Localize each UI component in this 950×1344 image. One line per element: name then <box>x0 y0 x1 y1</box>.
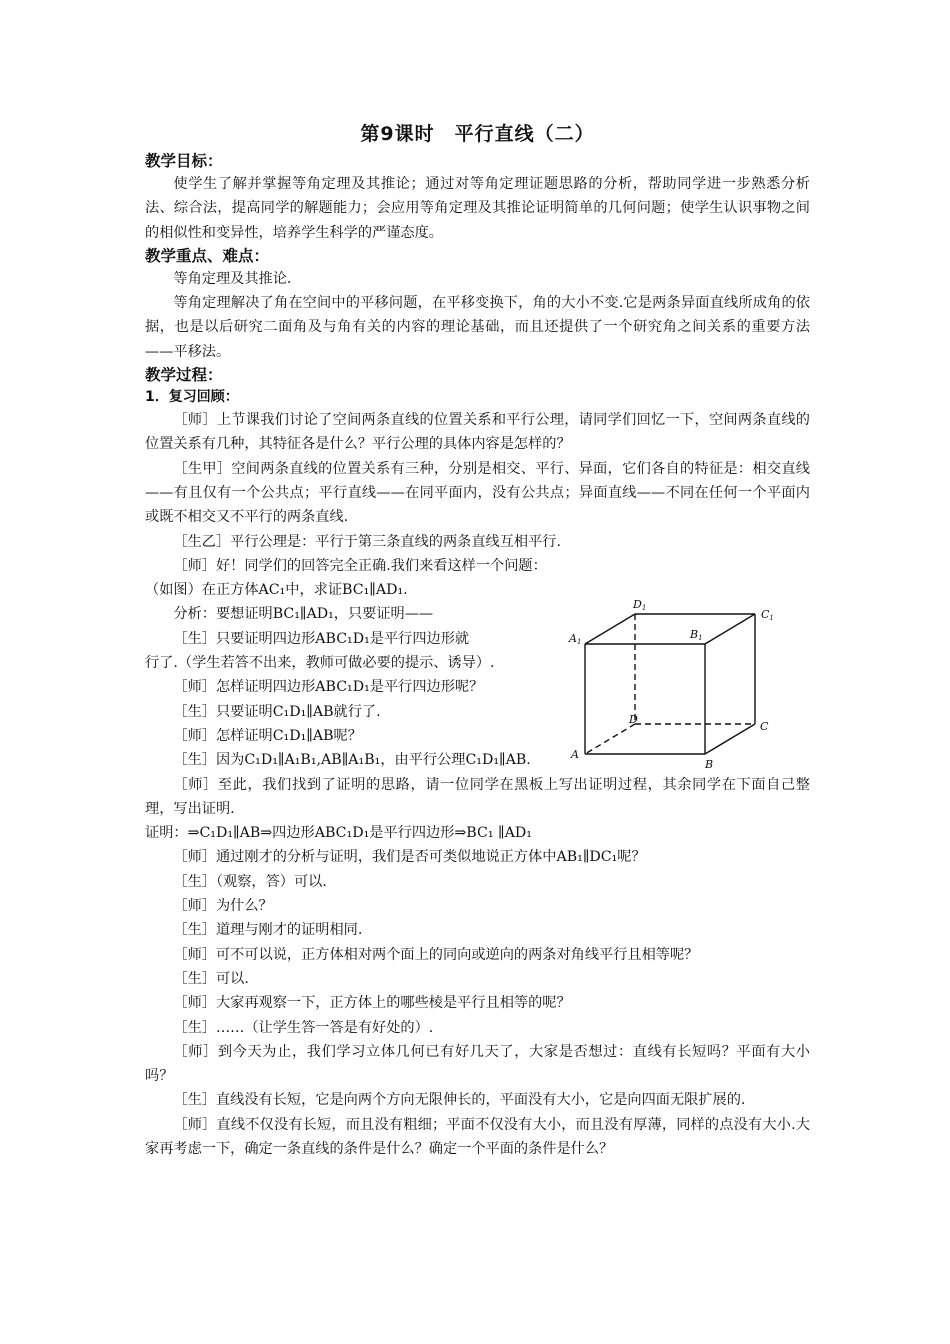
dialogue-line: ［师］可不可以说，正方体相对两个面上的同向或逆向的两条对角线平行且相等呢？ <box>173 946 699 963</box>
dialogue-paragraph: ［生］直线没有长短，它是向两个方向无限伸长的，平面没有大小，它是向四面无限扩展的. <box>173 1092 746 1109</box>
dialogue-paragraph: ［师］到今天为止，我们学习立体几何已有好几天了，大家是否想过：直线有长短吗？平面有大小吗？ <box>145 1043 810 1085</box>
analysis-line: 分析：要想证明BC₁∥AD₁，只要证明—— <box>173 606 434 623</box>
key-points-line: 等角定理及其推论. <box>173 270 292 287</box>
page-title: 第9课时 平行直线（二） <box>360 123 595 145</box>
dialogue-line: ［生乙］平行公理是：平行于第三条直线的两条直线互相平行. <box>173 533 561 550</box>
dialogue-line: ［生］可以. <box>173 970 249 987</box>
key-points-paragraph: 等角定理解决了角在空间中的平移问题，在平移变换下，角的大小不变.它是两条异面直线所成角的依据，也是以后研究二面角及与角有关的内容的理论基础，而且还提供了一个研究角之间关系的重要方法——平移法。 <box>145 295 810 360</box>
dialogue-line: ［师］怎样证明四边形ABC₁D₁是平行四边形呢？ <box>173 679 484 696</box>
dialogue-paragraph: ［师］至此，我们找到了证明的思路，请一位同学在黑板上写出证明过程，其余同学在下面自己整理，写出证明. <box>145 776 810 817</box>
edge-c-b <box>705 724 755 754</box>
dialogue-line: ［生］道理与刚才的证明相同. <box>173 922 363 939</box>
label-a: A <box>571 748 579 761</box>
edge-a1-d1 <box>585 614 635 644</box>
problem-statement: （如图）在正方体AC₁中，求证BC₁∥AD₁. <box>145 582 408 599</box>
goals-paragraph: 使学生了解并掌握等角定理及其推论；通过对等角定理证题思路的分析，帮助同学进一步熟悉分析法、综合法，提高同学的解题能力；会应用等角定理及其推论证明简单的几何问题；使学生认识事物之间的相似性和变异性，培养学生科学的严谨态度。 <box>145 176 810 241</box>
label-d: D <box>629 713 638 726</box>
dialogue-line: ［师］怎样证明C₁D₁∥AB呢？ <box>173 727 362 744</box>
dialogue-paragraph: ［师］直线不仅没有长短，而且没有粗细；平面不仅没有大小，而且没有厚薄，同样的点没有大小.大家再考虑一下，确定一条直线的条件是什么？确定一个平面的条件是什么？ <box>145 1116 810 1157</box>
hidden-edge-d-a <box>585 724 635 754</box>
key-points-heading: 教学重点、难点： <box>145 246 270 265</box>
dialogue-line: ［生］只要证明四边形ABC₁D₁是平行四边形就 <box>173 630 470 647</box>
label-b: B <box>705 758 714 771</box>
process-heading: 教学过程： <box>145 366 223 385</box>
label-a1: A1 <box>569 632 582 646</box>
dialogue-line: ［生］只要证明C₁D₁∥AB就行了. <box>173 703 381 720</box>
edge-c1-b1 <box>705 614 755 644</box>
goals-heading: 教学目标： <box>145 152 223 170</box>
dialogue-line: 行了.（学生若答不出来，教师可做必要的提示、诱导）. <box>145 655 495 672</box>
review-heading: 1．复习回顾： <box>145 389 239 406</box>
label-c: C <box>760 720 769 733</box>
dialogue-line: ［生］……（让学生答一答是有好处的）. <box>173 1019 434 1036</box>
dialogue-line: ［师］好！同学们的回答完全正确.我们来看这样一个问题： <box>173 557 547 574</box>
label-b1: B1 <box>690 628 703 642</box>
dialogue-line: ［师］为什么？ <box>173 898 273 915</box>
label-c1: C1 <box>761 608 774 622</box>
cube-figure <box>565 596 785 771</box>
proof-line: 证明：⇒C₁D₁∥AB⇒四边形ABC₁D₁是平行四边形⇒BC₁ ∥AD₁ <box>145 825 532 842</box>
dialogue-paragraph: ［师］上节课我们讨论了空间两条直线的位置关系和平行公理，请同学们回忆一下，空间两条直线的位置关系有几种，其特征各是什么？平行公理的具体内容是怎样的？ <box>145 412 810 453</box>
cube-diagram <box>565 596 785 771</box>
dialogue-paragraph: ［生甲］空间两条直线的位置关系有三种，分别是相交、平行、异面，它们各自的特征是：相交直线——有且仅有一个公共点；平行直线——在同平面内，没有公共点；异面直线——不同在任何一个平面内或既不相交又不平行的两条直线. <box>145 460 810 526</box>
label-d1: D1 <box>633 598 647 612</box>
dialogue-line: ［生］（观察，答）可以. <box>173 873 327 890</box>
dialogue-line: ［生］因为C₁D₁∥A₁B₁,AB∥A₁B₁，由平行公理C₁D₁∥AB. <box>173 752 531 769</box>
dialogue-line: ［师］大家再观察一下，正方体上的哪些棱是平行且相等的呢？ <box>173 995 571 1012</box>
dialogue-line: ［师］通过刚才的分析与证明，我们是否可类似地说正方体中AB₁∥DC₁呢？ <box>173 849 646 866</box>
